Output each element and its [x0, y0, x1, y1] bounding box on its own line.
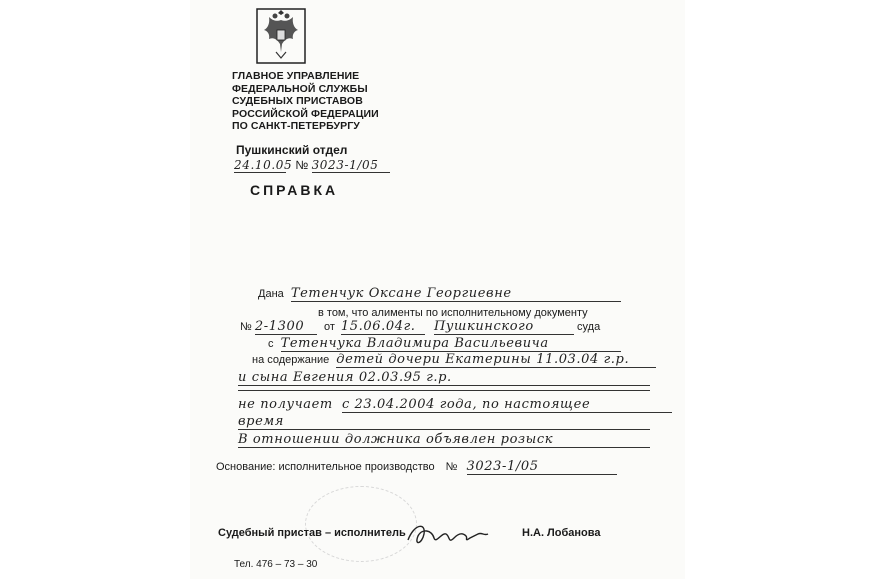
basis-sign: №	[445, 461, 458, 473]
basis-row	[216, 459, 617, 475]
blank-line	[238, 390, 650, 391]
debtor-name: Тетенчука Владимира Васильевича	[281, 336, 621, 352]
court-document-row	[240, 319, 600, 335]
given-row	[258, 286, 621, 302]
document-date-number	[234, 158, 390, 173]
not-received-continuation: время	[238, 414, 650, 430]
phone-number: Тел. 476 – 73 – 30	[234, 559, 318, 570]
support-row-2	[238, 370, 650, 386]
not-received-label: не получает	[238, 397, 333, 412]
court-label: суда	[577, 321, 601, 333]
doc-no-prefix: №	[240, 321, 252, 333]
org-line: ГЛАВНОЕ УПРАВЛЕНИЕ	[232, 70, 360, 82]
org-line: ФЕДЕРАЛЬНОЙ СЛУЖБЫ	[232, 82, 368, 95]
signer-name: Н.А. Лобанова	[522, 527, 601, 539]
coat-of-arms-emblem	[256, 8, 306, 64]
number-sign: №	[295, 158, 309, 172]
given-label: Дана	[258, 288, 284, 300]
enforcement-proceeding-number: 3023-1/05	[467, 459, 617, 475]
debtor-row	[268, 336, 621, 352]
signer-position: Судебный пристав – исполнитель	[218, 527, 406, 539]
support-beneficiaries: детей дочери Екатерины 11.03.04 г.р.	[336, 352, 656, 368]
recipient-name: Тетенчук Оксане Георгиевне	[291, 286, 621, 302]
not-received-row	[238, 397, 672, 413]
document-title: СПРАВКА	[250, 182, 339, 198]
not-received-since: с 23.04.2004 года, по настоящее	[342, 397, 672, 413]
department-name: Пушкинский отдел	[236, 143, 348, 157]
org-line: РОССИЙСКОЙ ФЕДЕРАЦИИ	[232, 107, 379, 120]
support-label: на содержание	[252, 354, 330, 366]
support-row	[252, 352, 656, 368]
document-number: 3023-1/05	[312, 158, 390, 173]
handwritten-signature	[404, 520, 504, 550]
court-doc-date: 15.06.04г.	[341, 319, 425, 335]
court-name: Пушкинского	[434, 319, 574, 335]
regarding-text: в том, что алименты по исполнительному документу	[318, 307, 588, 319]
org-line: ПО САНКТ-ПЕТЕРБУРГУ	[232, 120, 360, 132]
organization-header	[232, 70, 412, 133]
support-beneficiaries-2: и сына Евгения 02.03.95 г.р.	[238, 370, 650, 386]
with-label: с	[268, 338, 274, 350]
from-label: от	[323, 321, 335, 333]
note-row	[238, 432, 650, 448]
basis-label: Основание: исполнительное производство	[216, 461, 435, 473]
org-line: СУДЕБНЫХ ПРИСТАВОВ	[232, 95, 363, 107]
court-doc-number: 2-1300	[255, 319, 317, 335]
not-received-row-2	[238, 414, 650, 430]
document-date: 24.10.05	[234, 158, 293, 172]
search-note: В отношении должника объявлен розыск	[238, 432, 650, 448]
faded-seal-stamp	[305, 486, 417, 562]
